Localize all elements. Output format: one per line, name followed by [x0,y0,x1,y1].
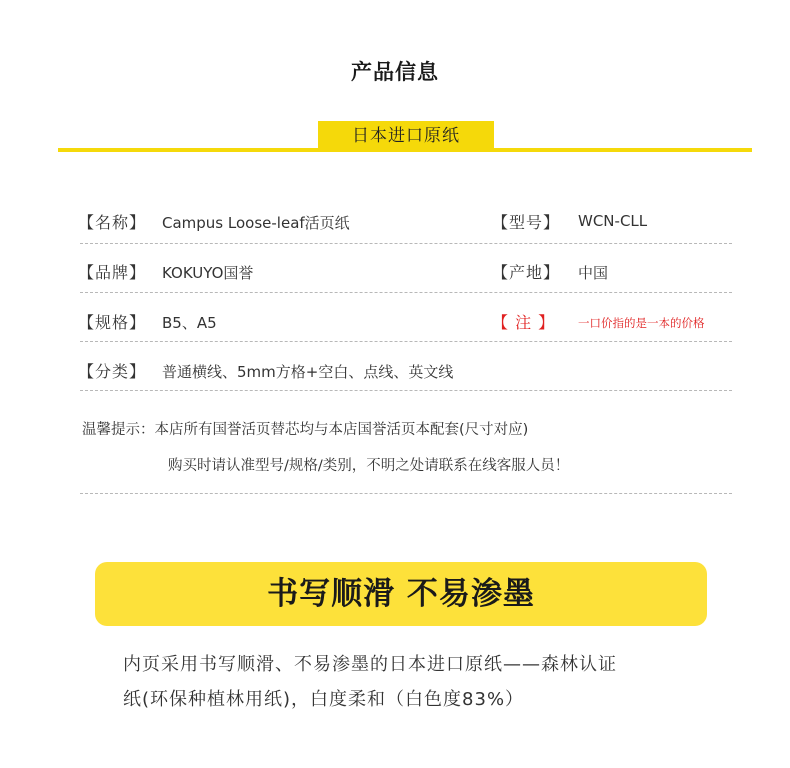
tip-line-1: 温馨提示：本店所有国誉活页替芯均与本店国誉活页本配套(尺寸对应) [82,422,529,438]
note-label: 【 注 】 [492,313,556,332]
row-divider [80,341,732,342]
tip-line-2: 购买时请认准型号/规格/类别，不明之处请联系在线客服人员！ [168,458,570,474]
name-value: Campus Loose-leaf活页纸 [162,214,350,232]
feature-desc-line-2: 纸(环保种植林用纸)，白度柔和（白色度83%） [123,689,525,710]
tips-divider [80,493,732,494]
row-divider [80,390,732,391]
model-value: WCN-CLL [578,212,648,230]
note-value: 一口价指的是一本的价格 [578,316,705,330]
category-value: 普通横线、5mm方格+空白、点线、英文线 [162,363,454,381]
model-label: 【型号】 [492,213,561,232]
origin-value: 中国 [578,264,609,282]
feature-banner: 书写顺滑 不易渗墨 [95,562,707,626]
page-title: 产品信息 [351,60,439,84]
row-divider [80,292,732,293]
size-value: B5、A5 [162,314,217,332]
row-divider [80,243,732,244]
brand-value: KOKUYO国誉 [162,264,254,282]
origin-label: 【产地】 [492,263,561,282]
feature-desc-line-1: 内页采用书写顺滑、不易渗墨的日本进口原纸——森林认证 [123,654,617,675]
section-tag: 日本进口原纸 [318,121,494,151]
name-label: 【名称】 [78,213,147,232]
brand-label: 【品牌】 [78,263,147,282]
category-label: 【分类】 [78,362,147,381]
size-label: 【规格】 [78,313,147,332]
